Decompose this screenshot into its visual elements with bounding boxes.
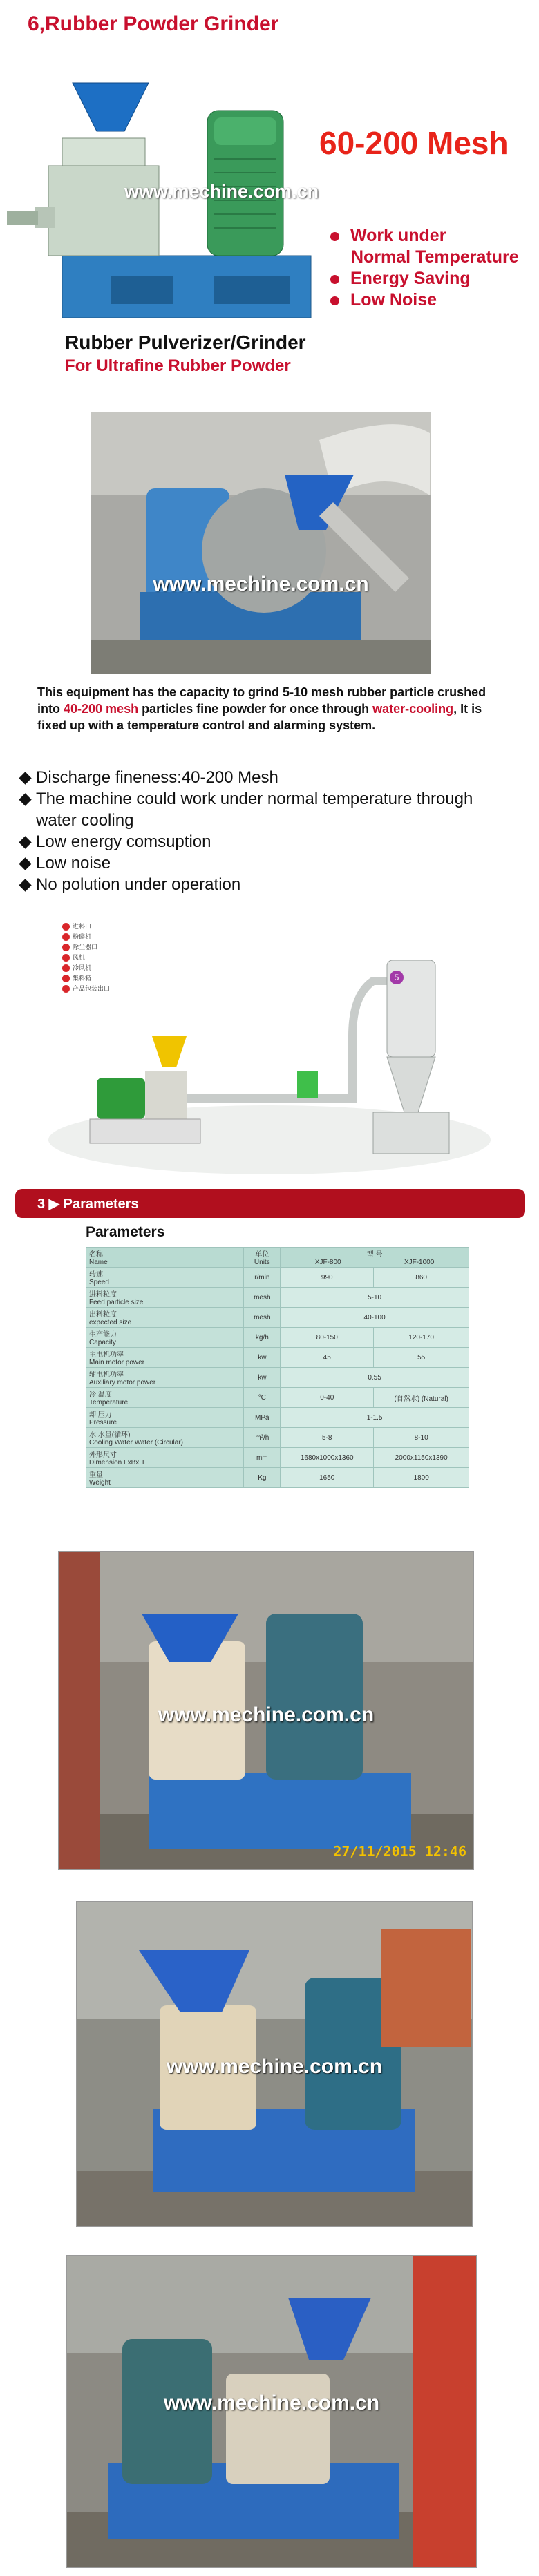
feature-list xyxy=(330,225,519,311)
list-item: No polution under operation xyxy=(17,874,473,895)
table-header-cell: 型 号 XJF-800 XJF-1000 xyxy=(281,1248,469,1268)
page-title: 6,Rubber Powder Grinder xyxy=(28,12,279,35)
table-row: 生产能力 Capacity kg/h 80-150 120-170 xyxy=(86,1328,469,1348)
feature-item: Low Noise xyxy=(330,289,519,311)
legend-marker-icon xyxy=(62,933,70,941)
diamond-bullet-icon xyxy=(19,879,31,891)
factory-photo-2 xyxy=(58,1551,474,1870)
legend-marker-icon xyxy=(62,964,70,972)
product-subtitle-2: For Ultrafine Rubber Powder xyxy=(65,356,291,375)
feature-item: Work under xyxy=(330,225,519,247)
table-row: 重量 Weight Kg 1650 1800 xyxy=(86,1468,469,1488)
factory-photo-3 xyxy=(76,1901,473,2227)
photo-watermark: www.mechine.com.cn xyxy=(153,573,369,595)
table-row: 却 压力 Pressure MPa 1-1.5 xyxy=(86,1408,469,1428)
mesh-headline: 60-200 Mesh xyxy=(319,125,509,161)
legend-marker-icon xyxy=(62,923,70,931)
list-item: Low noise xyxy=(17,852,473,874)
spec-bullet-list xyxy=(17,767,473,895)
diamond-bullet-icon xyxy=(19,772,31,784)
legend-item: 风机 xyxy=(62,953,110,963)
table-row: 冷 温度 Temperature °C 0-40 (自然水) (Natural) xyxy=(86,1388,469,1408)
table-header-cell: 名称 Name xyxy=(86,1248,244,1268)
list-item: The machine could work under normal temperature through xyxy=(17,788,473,810)
hero-watermark: www.mechine.com.cn xyxy=(124,181,319,202)
parameters-heading: Parameters xyxy=(86,1224,165,1240)
factory-photo-1 xyxy=(91,412,431,674)
photo-watermark: www.mechine.com.cn xyxy=(158,1704,375,1726)
table-header-row xyxy=(86,1248,469,1268)
bullet-dot-icon xyxy=(330,232,339,241)
table-row: 进料粒度 Feed particle size mesh 5-10 xyxy=(86,1288,469,1308)
product-subtitle: Rubber Pulverizer/Grinder xyxy=(65,332,306,353)
section-title: 3 ▶ Parameters xyxy=(37,1196,139,1212)
description-paragraph: This equipment has the capacity to grind 5-10 mesh rubber particle crushed into 40-200 mesh particles fine powder for once through water-cooling, It is fixed up with a temperature control and alarming system. xyxy=(37,685,486,732)
legend-marker-icon xyxy=(62,975,70,982)
table-row: 辅电机功率 Auxiliary motor power kw 0.55 xyxy=(86,1368,469,1388)
legend-marker-icon xyxy=(62,944,70,951)
feature-item: Normal Temperature xyxy=(351,247,519,267)
table-row: 转速 Speed r/min 990 860 xyxy=(86,1268,469,1288)
table-row: 水 水量(循环) Cooling Water Water (Circular) m³/h 5-8 8-10 xyxy=(86,1428,469,1448)
process-flow-diagram xyxy=(48,912,491,1174)
factory-photo-4 xyxy=(66,2255,477,2568)
diagram-legend xyxy=(62,922,110,994)
bullet-dot-icon xyxy=(330,275,339,284)
diagram-callout-badge: 5 xyxy=(390,971,404,984)
table-row: 外形尺寸 Dimension LxBxH mm 1680x1000x1360 2000x1150x1390 xyxy=(86,1448,469,1468)
legend-item: 粉碎机 xyxy=(62,932,110,942)
photo-watermark: www.mechine.com.cn xyxy=(166,2055,383,2078)
legend-item: 产品包装出口 xyxy=(62,984,110,994)
list-item: water cooling xyxy=(36,811,134,830)
diamond-bullet-icon xyxy=(19,857,31,870)
legend-item: 进料口 xyxy=(62,922,110,932)
table-row: 出料粒度 expected size mesh 40-100 xyxy=(86,1308,469,1328)
diamond-bullet-icon xyxy=(19,836,31,848)
table-row: 主电机功率 Main motor power kw 45 55 xyxy=(86,1348,469,1368)
legend-marker-icon xyxy=(62,954,70,962)
legend-item: 除尘器口 xyxy=(62,942,110,953)
legend-item: 集料箱 xyxy=(62,973,110,984)
photo-timestamp: 27/11/2015 12:46 xyxy=(333,1843,466,1860)
list-item: Low energy comsuption xyxy=(17,831,473,852)
photo-watermark: www.mechine.com.cn xyxy=(163,2392,380,2414)
bullet-dot-icon xyxy=(330,296,339,305)
parameters-table xyxy=(86,1247,469,1488)
legend-marker-icon xyxy=(62,985,70,993)
feature-item: Energy Saving xyxy=(330,268,519,289)
legend-item: 冷风机 xyxy=(62,963,110,973)
table-header-cell: 单位 Units xyxy=(244,1248,281,1268)
list-item: Discharge fineness:40-200 Mesh xyxy=(17,767,473,788)
section-header-bar xyxy=(15,1189,525,1218)
diamond-bullet-icon xyxy=(19,793,31,805)
